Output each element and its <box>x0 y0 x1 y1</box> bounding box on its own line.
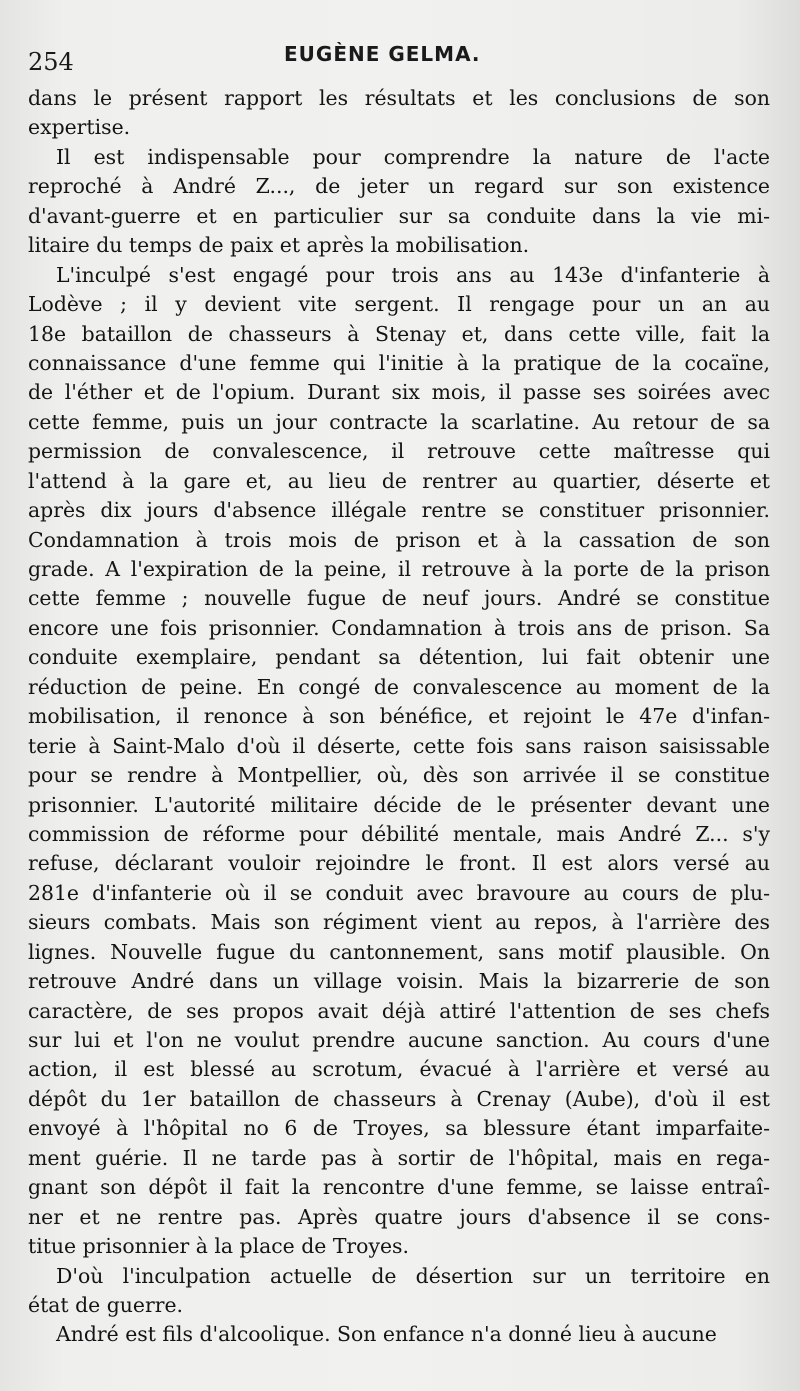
text-line: 281e d'infanterie où il se conduit avec bravoure au cours de plu- <box>28 880 770 905</box>
text-line: cette femme, puis un jour contracte la scarlatine. Au retour de sa <box>28 409 770 434</box>
paragraph <box>28 84 770 143</box>
text-line: dans le présent rapport les résultats et les conclusions de son <box>28 86 770 110</box>
text-line: envoyé à l'hôpital no 6 de Troyes, sa blessure étant imparfaite- <box>28 1116 770 1141</box>
text-line: 18e bataillon de chasseurs à Stenay et, dans cette ville, fait la <box>28 321 770 346</box>
text-line: refuse, déclarant vouloir rejoindre le front. Il est alors versé au <box>28 851 770 876</box>
text-line: André est fils d'alcoolique. Son enfance n'a donné lieu à aucune <box>56 1322 717 1347</box>
paragraph <box>28 261 770 1262</box>
text-line: dépôt du 1er bataillon de chasseurs à Crenay (Aube), d'où il est <box>28 1086 770 1111</box>
text-line: terie à Saint-Malo d'où il déserte, cette fois sans raison saisissable <box>28 733 770 758</box>
text-line: Il est indispensable pour comprendre la nature de l'acte <box>56 144 770 169</box>
text-line: D'où l'inculpation actuelle de désertion sur un territoire en <box>56 1263 770 1288</box>
text-line: grade. A l'expiration de la peine, il retrouve à la porte de la prison <box>28 557 770 581</box>
text-line: encore une fois prisonnier. Condamnation à trois ans de prison. Sa <box>28 615 770 640</box>
paragraph <box>28 1262 770 1321</box>
text-line: mobilisation, il renonce à son bénéfice, et rejoint le 47e d'infan- <box>28 704 770 729</box>
paragraph <box>28 143 770 261</box>
text-line: reproché à André Z..., de jeter un regard sur son existence <box>28 174 770 199</box>
running-head: EUGÈNE GELMA. <box>284 42 481 66</box>
text-line: sur lui et l'on ne voulut prendre aucune sanction. Au cours d'une <box>28 1028 770 1052</box>
text-line: L'inculpé s'est engagé pour trois ans au 143e d'infanterie à <box>56 262 770 287</box>
text-line: connaissance d'une femme qui l'initie à la pratique de la cocaïne, <box>28 350 770 375</box>
text-line: action, il est blessé au scrotum, évacué à l'arrière et versé au <box>28 1057 770 1082</box>
text-line: commission de réforme pour débilité mentale, mais André Z... s'y <box>28 821 770 846</box>
text-line: retrouve André dans un village voisin. Mais la bizarrerie de son <box>28 969 770 994</box>
text-line: gnant son dépôt il fait la rencontre d'une femme, se laisse entraî- <box>28 1175 770 1200</box>
text-line: d'avant-guerre et en particulier sur sa conduite dans la vie mi- <box>28 203 770 228</box>
text-line: pour se rendre à Montpellier, où, dès son arrivée il se constitue <box>28 763 770 788</box>
text-line: prisonnier. L'autorité militaire décide de le présenter devant une <box>28 792 770 817</box>
page-header <box>28 40 768 80</box>
text-line: Lodève ; il y devient vite sergent. Il rengage pour un an au <box>28 292 770 317</box>
text-line: l'attend à la gare et, au lieu de rentrer au quartier, déserte et <box>28 468 770 493</box>
text-line: ment guérie. Il ne tarde pas à sortir de l'hôpital, mais en rega- <box>28 1145 770 1170</box>
text-line: permission de convalescence, il retrouve cette maîtresse qui <box>28 439 770 464</box>
text-line: lignes. Nouvelle fugue du cantonnement, sans motif plausible. On <box>28 939 770 964</box>
text-line: conduite exemplaire, pendant sa détention, lui fait obtenir une <box>28 645 770 670</box>
text-line: sieurs combats. Mais son régiment vient au repos, à l'arrière des <box>28 910 770 935</box>
text-line: litaire du temps de paix et après la mobilisation. <box>28 233 530 258</box>
text-line: de l'éther et de l'opium. Durant six mois, il passe ses soirées avec <box>28 380 770 405</box>
body-text <box>28 84 770 1350</box>
text-line: état de guerre. <box>28 1292 183 1317</box>
paragraph <box>28 1320 770 1349</box>
text-line: cette femme ; nouvelle fugue de neuf jours. André se constitue <box>28 586 770 611</box>
text-line: Condamnation à trois mois de prison et à la cassation de son <box>28 527 770 552</box>
text-line: expertise. <box>28 115 131 140</box>
text-line: réduction de peine. En congé de convalescence au moment de la <box>28 674 770 699</box>
page-number: 254 <box>28 48 74 76</box>
text-line: ner et ne rentre pas. Après quatre jours d'absence il se cons- <box>28 1204 770 1229</box>
text-line: après dix jours d'absence illégale rentre se constituer prisonnier. <box>28 498 770 523</box>
text-line: caractère, de ses propos avait déjà attiré l'attention de ses chefs <box>28 998 770 1023</box>
text-line: titue prisonnier à la place de Troyes. <box>28 1234 409 1259</box>
